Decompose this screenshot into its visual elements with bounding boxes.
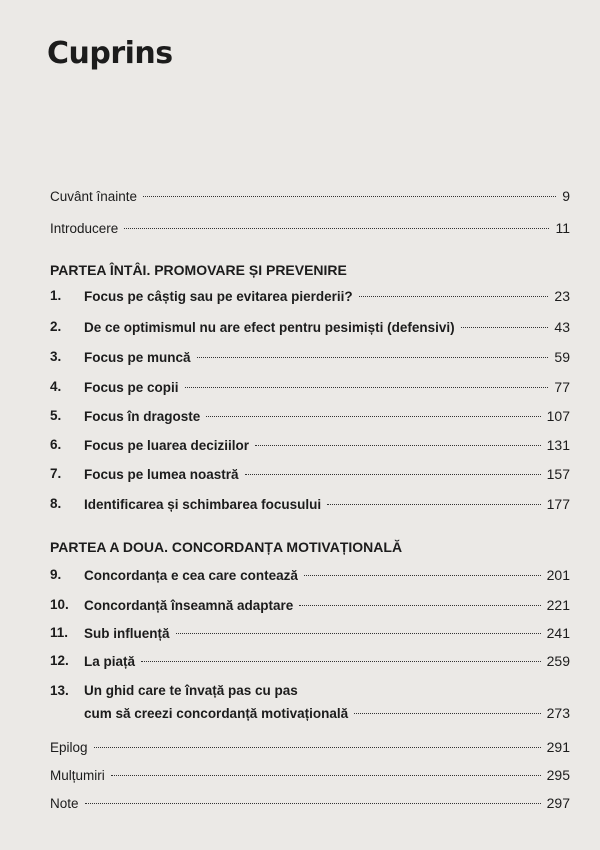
part-heading: PARTEA A DOUA. CONCORDANȚA MOTIVAȚIONALĂ [50,539,403,555]
toc-entry-label: Focus pe muncă [84,350,191,365]
chapter-number: 2. [50,319,62,334]
toc-chapter [0,463,600,485]
dot-leader [141,661,541,662]
toc-entry-label: Mulțumiri [50,768,105,783]
toc-entry-page: 297 [546,795,570,811]
dot-leader [197,357,549,358]
toc-entry-label: La piață [84,654,136,669]
toc-entry-label: De ce optimismul nu are efect pentru pesimiști (defensivi) [84,320,455,335]
toc-chapter [0,650,600,672]
toc-entry-page: 59 [554,349,570,365]
dot-leader [304,575,541,576]
dot-leader [176,633,541,634]
toc-chapter [0,434,600,456]
toc-entry-acknowledgements [0,764,600,786]
toc-entry-page: 23 [554,288,570,304]
toc-entry-label-line2: cum să creezi concordanță motivațională [84,706,349,721]
toc-chapter [0,376,600,398]
toc-entry-page: 157 [546,466,570,482]
dot-leader [206,416,540,417]
toc-entry-page: 9 [562,188,570,204]
chapter-number: 8. [50,496,62,511]
dot-leader [111,775,541,776]
dot-leader [245,474,541,475]
toc-entry-label: Sub influență [84,626,170,641]
dot-leader [124,228,549,229]
toc-entry-label: Identificarea și schimbarea focusului [84,497,322,512]
toc-entry-label: Note [50,796,79,811]
part-heading: PARTEA ÎNTÂI. PROMOVARE ȘI PREVENIRE [50,262,347,278]
toc-chapter [0,405,600,427]
dot-leader [354,713,541,714]
toc-entry-label-line1: Un ghid care te învață pas cu pas [84,683,298,698]
chapter-number: 13. [50,683,69,698]
toc-entry-page: 259 [546,653,570,669]
dot-leader [85,803,541,804]
chapter-number: 7. [50,466,62,481]
toc-entry-page: 77 [554,379,570,395]
toc-chapter [0,594,600,616]
chapter-number: 3. [50,349,62,364]
toc-entry-page: 273 [546,705,570,721]
toc-entry-label: Focus pe luarea deciziilor [84,438,250,453]
toc-entry-label: Concordanța e cea care contează [84,568,298,583]
dot-leader [359,296,549,297]
toc-chapter [0,622,600,644]
dot-leader [327,504,541,505]
chapter-number: 10. [50,597,69,612]
toc-chapter [0,346,600,368]
chapter-number: 12. [50,653,69,668]
dot-leader [299,605,540,606]
dot-leader [143,196,556,197]
toc-entry-page: 107 [546,408,570,424]
dot-leader [185,387,549,388]
toc-entry-page: 291 [546,739,570,755]
toc-entry-label: Epilog [50,740,88,755]
dot-leader [461,327,549,328]
toc-entry-page: 201 [546,567,570,583]
chapter-number: 5. [50,408,62,423]
toc-entry-label: Cuvânt înainte [50,189,138,204]
chapter-number: 4. [50,379,62,394]
chapter-number: 9. [50,567,62,582]
toc-entry-page: 241 [546,625,570,641]
chapter-number: 11. [50,625,69,640]
toc-entry-label: Focus pe lumea noastră [84,467,239,482]
toc-chapter [0,680,600,724]
toc-entry-label: Introducere [50,221,119,236]
toc-chapter [0,493,600,515]
toc-entry-label: Focus în dragoste [84,409,201,424]
toc-entry-page: 131 [546,437,570,453]
toc-entry-page: 221 [546,597,570,613]
toc-entry-epilogue [0,736,600,758]
toc-entry-page: 43 [554,319,570,335]
toc-entry-label: Focus pe câștig sau pe evitarea pierderii? [84,289,353,304]
toc-chapter [0,564,600,586]
dot-leader [94,747,541,748]
toc-chapter [0,316,600,338]
chapter-number: 6. [50,437,62,452]
dot-leader [255,445,541,446]
toc-entry-label: Focus pe copii [84,380,179,395]
toc-entry-page: 11 [555,220,570,236]
toc-entry-notes [0,792,600,814]
toc-entry-foreword [0,185,600,207]
chapter-number: 1. [50,288,62,303]
toc-entry-page: 295 [546,767,570,783]
page-title: Cuprins [47,36,173,71]
toc-chapter [0,285,600,307]
toc-entry-label: Concordanță înseamnă adaptare [84,598,294,613]
toc-entry-page: 177 [546,496,570,512]
toc-entry-introduction [0,217,600,239]
